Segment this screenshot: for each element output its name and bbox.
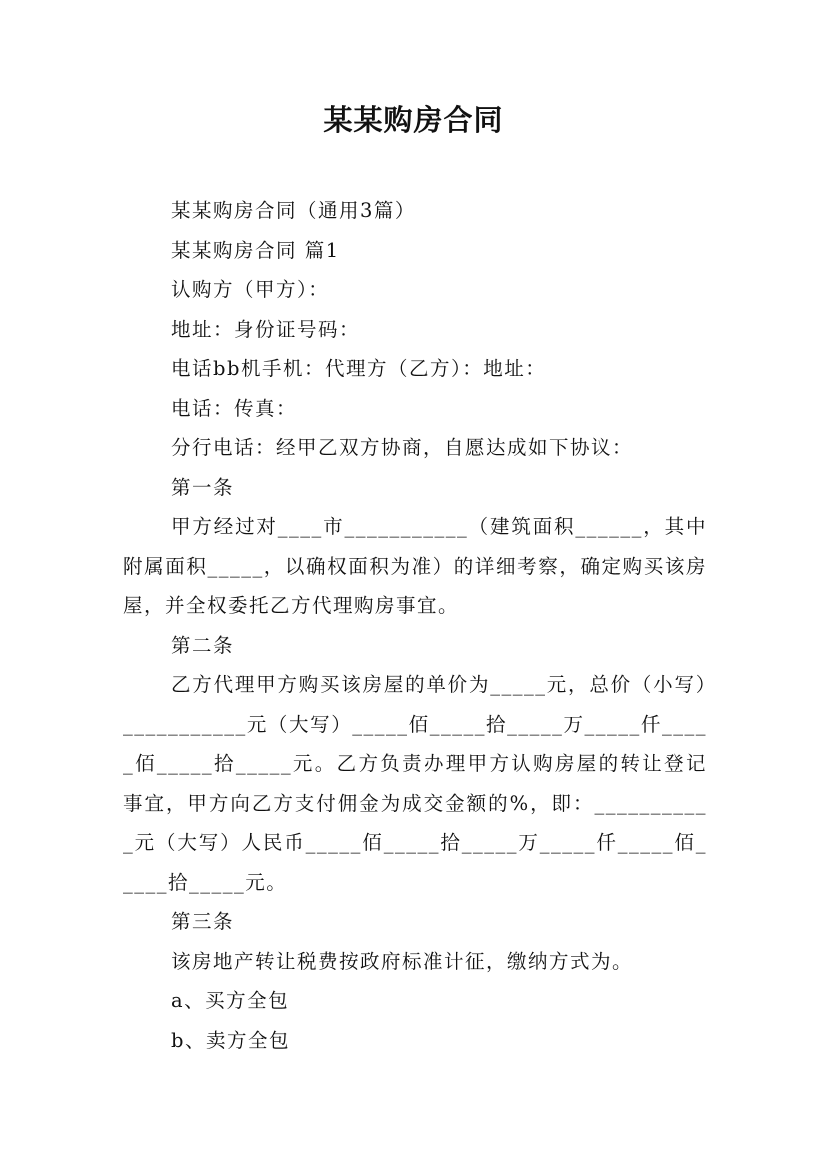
article1-body: 甲方经过对____市___________（建筑面积______，其中附属面积_____，以确权面积为准）的详细考察，确定购买该房屋，并全权委托乙方代理购房事宜。 [123, 515, 707, 617]
article3-heading: 第三条 [171, 910, 235, 933]
option-b-line: b、卖方全包 [171, 1028, 290, 1052]
option-a-line: a、买方全包 [171, 989, 290, 1012]
subtitle-line: 某某购房合同（通用3篇） [171, 199, 416, 222]
part-label-line: 某某购房合同 篇1 [171, 238, 340, 262]
branch-phone-line: 分行电话：经甲乙双方协商，自愿达成如下协议： [171, 436, 634, 459]
phone-fax-line: 电话：传真： [171, 396, 298, 420]
article2-body: 乙方代理甲方购买该房屋的单价为_____元，总价（小写）___________元（大写）_____佰_____拾_____万_____仟_____佰_____拾_____元。乙方负责办理甲方认购房屋的转让登记事宜，甲方向乙方支付佣金为成交金额的%，即：___________元（大写）人民币_____佰_____拾_____万_____仟_____佰_____拾_____元。 [123, 673, 707, 894]
phone-agent-line: 电话bb机手机：代理方（乙方）：地址： [171, 357, 547, 380]
article2-heading: 第二条 [171, 633, 235, 657]
address-id-line: 地址：身份证号码： [171, 317, 361, 341]
buyer-line: 认购方（甲方）： [171, 278, 330, 301]
document-body [123, 191, 707, 1060]
article3-body: 该房地产转让税费按政府标准计征，缴纳方式为。 [171, 949, 634, 973]
document-title: 某某购房合同 [323, 103, 504, 137]
article1-heading: 第一条 [171, 475, 235, 499]
